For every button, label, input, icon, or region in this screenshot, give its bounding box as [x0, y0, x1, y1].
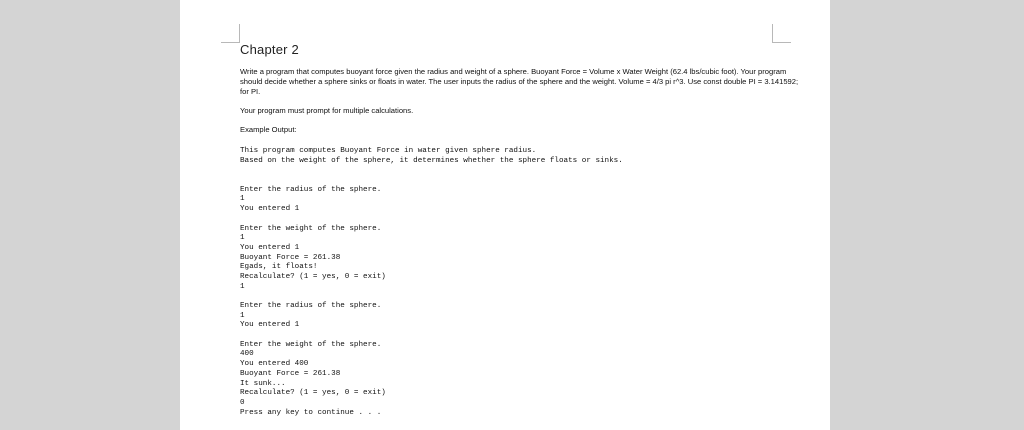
code-line: You entered 1	[240, 205, 300, 214]
code-line: Enter the radius of the sphere.	[240, 302, 382, 310]
margin-corner-top-left	[221, 24, 240, 43]
chapter-heading: Chapter 2	[240, 42, 299, 57]
code-line	[240, 215, 800, 225]
code-line: Recalculate? (1 = yes, 0 = exit)	[240, 389, 386, 398]
code-line: 400	[240, 350, 254, 359]
code-line	[240, 176, 800, 186]
code-line: 1	[240, 282, 245, 291]
example-output-code	[240, 147, 800, 418]
example-output-label: Example Output:	[240, 125, 297, 134]
code-line: Recalculate? (1 = yes, 0 = exit)	[240, 272, 386, 281]
code-line: Buoyant Force = 261.38	[240, 369, 341, 378]
code-line: Enter the weight of the sphere.	[240, 224, 382, 233]
code-line: Buoyant Force = 261.38	[240, 253, 341, 262]
code-line	[240, 166, 800, 176]
code-line: It sunk...	[240, 379, 286, 388]
prompt-requirement-paragraph: Your program must prompt for multiple calculations.	[240, 106, 414, 115]
code-line: You entered 1	[240, 321, 300, 330]
document-content	[240, 42, 800, 418]
code-line: 1	[240, 234, 245, 243]
code-line: You entered 400	[240, 360, 309, 369]
margin-corner-top-right	[772, 24, 791, 43]
assignment-paragraph: Write a program that computes buoyant force given the radius and weight of a sphere. Buoyant Force = Volume x Water Weight (62.4 lbs/cubic foot). Your program should decide whether a sphere sinks or floats in water. The user inputs the radius of the sphere and the weight. Volume = 4/3 pi r^3. Use const double PI = 3.141592; for PI.	[240, 67, 799, 96]
document-page	[180, 0, 830, 430]
code-line: This program computes Buoyant Force in water given sphere radius.	[240, 147, 537, 155]
code-line: Egads, it floats!	[240, 263, 318, 272]
code-line	[240, 331, 800, 341]
code-line: You entered 1	[240, 243, 300, 252]
code-line: Based on the weight of the sphere, it determines whether the sphere floats or sinks.	[240, 156, 623, 165]
code-line: 1	[240, 195, 245, 204]
code-line: Enter the weight of the sphere.	[240, 340, 382, 349]
code-line: Enter the radius of the sphere.	[240, 185, 382, 194]
code-line: 1	[240, 311, 245, 320]
code-line: 0	[240, 398, 245, 407]
code-line: Press any key to continue . . .	[240, 408, 382, 417]
code-line	[240, 292, 800, 302]
